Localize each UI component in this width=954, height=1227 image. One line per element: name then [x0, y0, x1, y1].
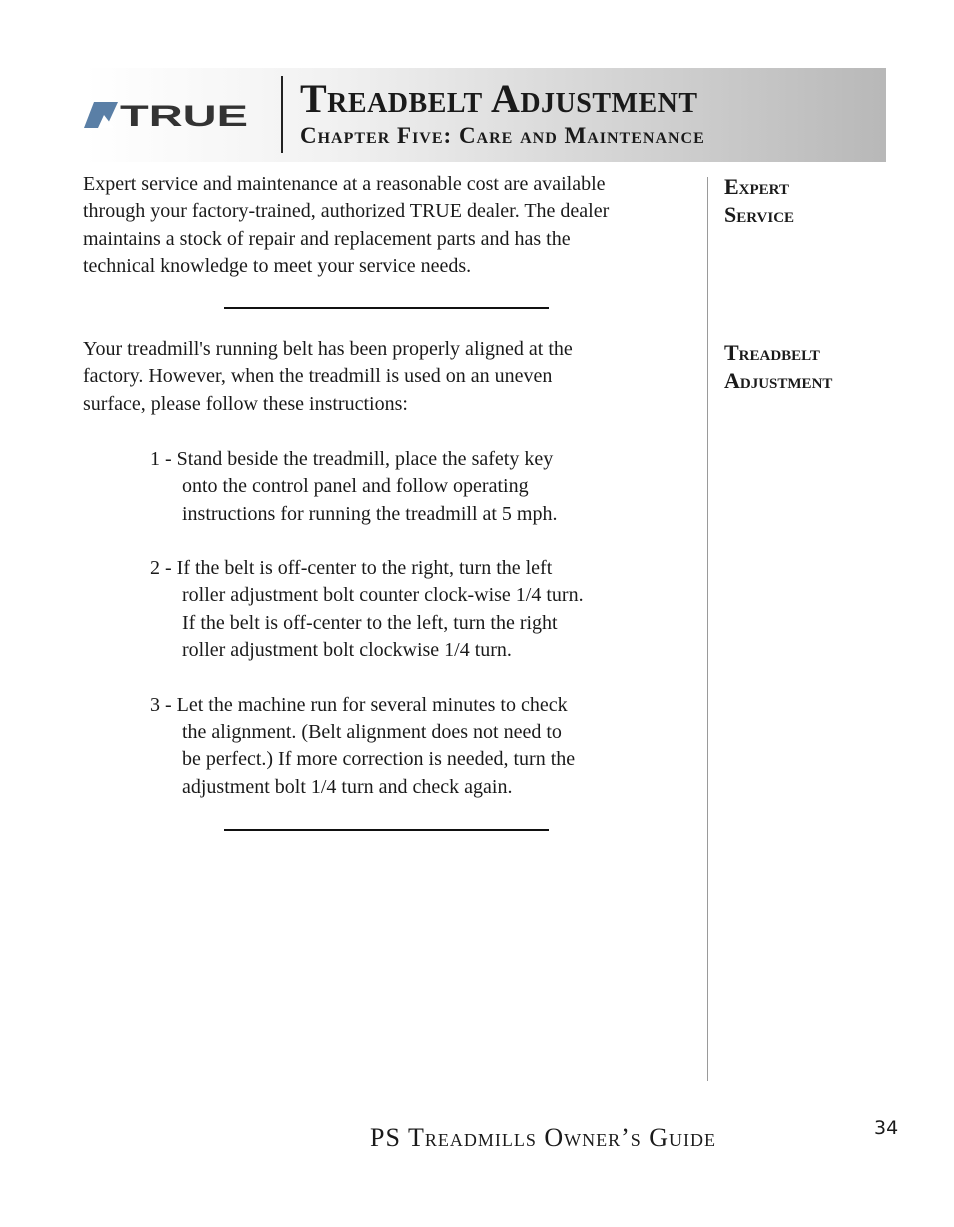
step-1: 1 - Stand beside the treadmill, place the safety key onto the control panel and follow operating instructions for running the treadmill at 5 mph.: [150, 448, 558, 525]
section-divider: [224, 307, 549, 309]
sidebar-divider: [707, 177, 708, 1081]
page-title: Treadbelt Adjustment: [300, 76, 698, 121]
step-3: 3 - Let the machine run for several minutes to check the alignment. (Belt alignment does not need to be perfect.) If more correction is needed, turn the adjustment bolt 1/4 turn and check again.: [150, 693, 576, 798]
step-2: 2 - If the belt is off-center to the right, turn the left roller adjustment bolt counter clock-wise 1/4 turn. If the belt is off-center to the left, turn the right roller adjustment bolt clockwise 1/4 turn.: [150, 557, 584, 662]
chapter-subtitle: Chapter Five: Care and Maintenance: [300, 123, 705, 148]
footer-guide-title: PS Treadmills Owner’s Guide: [370, 1123, 717, 1152]
adjustment-steps-list: [150, 446, 710, 828]
treadbelt-intro-paragraph: Your treadmill's running belt has been properly aligned at the factory. However, when the treadmill is used on an uneven surface, please follow these instructions:: [83, 338, 573, 415]
treadbelt-adjustment-heading: Treadbelt Adjustment: [724, 340, 833, 393]
section-divider-bottom: [224, 829, 549, 831]
header-divider: [281, 76, 283, 153]
expert-service-heading: Expert Service: [724, 174, 795, 227]
true-logo-text: TRUE: [120, 102, 248, 128]
true-logo: [84, 102, 252, 128]
page-number: 34: [874, 1117, 899, 1139]
expert-service-paragraph: Expert service and maintenance at a reasonable cost are available through your factory-trained, authorized TRUE dealer. The dealer maintains a stock of repair and replacement parts and has the technical knowledge to meet your service needs.: [83, 173, 610, 277]
